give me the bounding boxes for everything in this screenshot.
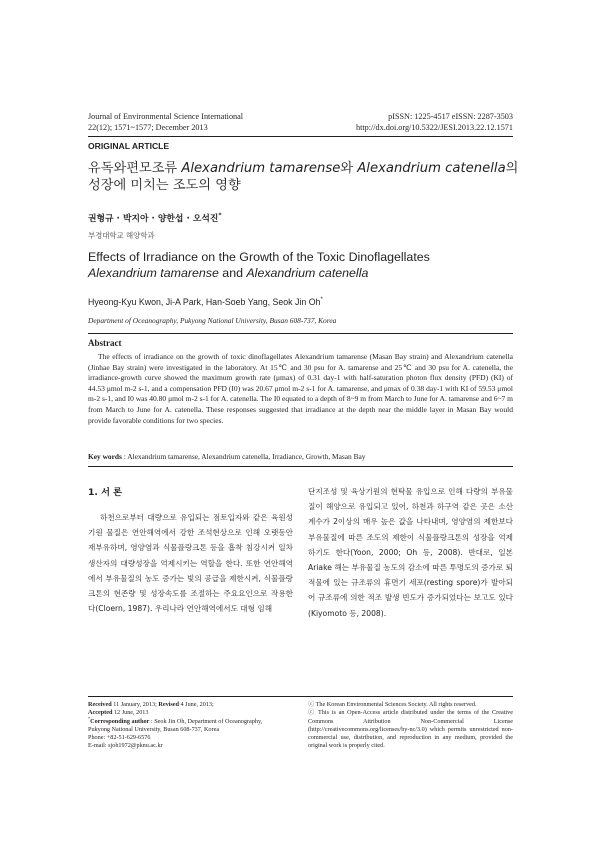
english-affiliation: Department of Oceanography, Pukyong National University, Busan 608-737, Korea bbox=[88, 316, 337, 325]
korean-title: 유독와편모조류 Alexandrium tamarense와 Alexandrium catenella의 성장에 미치는 조도의 영향 bbox=[88, 161, 519, 193]
korean-affiliation: 부경대학교 해양학과 bbox=[88, 231, 155, 240]
journal-info bbox=[88, 112, 243, 133]
english-authors: Hyeong-Kyu Kwon, Ji-A Park, Han-Soeb Yang, Seok Jin Oh* bbox=[88, 296, 323, 307]
section-heading: 1. 서 론 bbox=[88, 487, 123, 498]
keywords-rule bbox=[88, 466, 513, 467]
article-history: Received 11 January, 2013; Revised 4 June, 2013; Accepted 12 June, 2013 *Corresponding author : Seok Jin Oh, Department of Oceanography, Pukyong National University, Busan 608-737, Korea Phone: +82-51-629-6576 E-mail: sjoh1972@pknu.ac.kr bbox=[88, 701, 293, 751]
journal-volume: 22(12); 1571~1577; December 2013 bbox=[88, 122, 208, 132]
intro-left-column: 하천으로부터 대량으로 유입되는 점토입자와 같은 육원성기원 물질은 연안해역에서 강한 조석현상으로 인해 오랫동안 재부유하며, 영양염과 식물플랑크톤 등을 흡착 침강시켜 일차생산자의 대량성장을 억제시키는 역할을 한다. 또한 연안해역에서 부유물질의 농도 증가는 빛의 공급을 제한시켜, 식물플랑크톤의 현존량 및 성장속도를 조절하는 주요요인으로 작용한다(Cloern, 1987). 우리나라 연안해역에서도 대형 임해 bbox=[88, 513, 293, 614]
corresponding-author: *Corresponding author : Seok Jin Oh, Department of Oceanography, bbox=[88, 715, 263, 725]
keywords: Key words : Alexandrium tamarense, Alexandrium catenella, Irradiance, Growth, Masan Bay bbox=[88, 452, 366, 461]
abstract-top-rule bbox=[88, 333, 513, 334]
article-type: ORIGINAL ARTICLE bbox=[88, 141, 170, 151]
journal-name: Journal of Environmental Science International bbox=[88, 112, 244, 121]
intro-right-column: 단지조성 및 육상기원의 현탁물 유입으로 인해 다량의 부유물질이 해양으로 유입되고 있어, 하천과 하구역 같은 곳은 소산계수가 2이상의 매우 높은 값을 나타내며, 영양염의 제한보다 부유물질에 따른 조도의 제한이 식물플랑크톤의 성장을 억제하기도 한다(Yoon, 2000; Oh 등, 2008). 반대로, 일본 Ariake 해는 부유물질 농도의 감소에 따른 투명도의 증가로 퇴적물에 있는 규조류의 휴면기 세포(resting spore)가 발아되어 규조류에 의한 적조 발생 빈도가 증가되었다는 보고도 있다(Kiyomoto 등, 2008). bbox=[308, 487, 513, 618]
footer-rule bbox=[88, 696, 513, 697]
header-rule bbox=[88, 136, 513, 137]
english-title: Effects of Irradiance on the Growth of the Toxic Dinoflagellates Alexandrium tamarense and Alexandrium catenella bbox=[88, 250, 430, 280]
abstract-body: The effects of irradiance on the growth of toxic dinoflagellates Alexandrium tamarense (Masan Bay strain) and Alexandrium catenella (Jinhae Bay strain) were investigated in the laboratory. At 15℃ and 30 psu for A. tamarense and 25℃ and 30 psu for A. catenella, the irradiance-growth curve showed the maximum growth rate (μmax) of 0.31 day-1 with half-saturation photon flux density (PFD) (KI) of 44.53 μmol m-2 s-1, and a compensation PFD (I0) was 20.67 μmol m-2 s-1 for A. tamarense, and μmax of 0.38 day-1 with KI of 59.53 μmol m-2 s-1, and I0 was 40.80 μmol m-2 s-1 for A. catenella. The I0 equated to a depth of 8~9 m from March to June for A. tamarense and 6~7 m from March to June for A. catenella. These responses suggested that irradiance at the depth near the middle layer in Masan Bay would provide favorable conditions for two species. bbox=[88, 352, 513, 425]
journal-ids bbox=[356, 112, 513, 133]
abstract-heading: Abstract bbox=[88, 338, 122, 348]
license-notice: ⓒ The Korean Environmental Sciences Society. All rights reserved. ⓒ This is an Open-Access article distributed under the terms of the Creative Commons Attribution Non-Commercial License (http://creativecommons.org/licenses/by-nc/3.0) which permits unrestricted non-commercial use, distribution, and reproduction in any medium, provided the original work is properly cited. bbox=[308, 701, 513, 750]
korean-authors: 권형규 · 박지아 · 양한섭 · 오석진* bbox=[88, 212, 222, 224]
doi-link[interactable]: http://dx.doi.org/10.5322/JESI.2013.22.12.1571 bbox=[355, 122, 513, 132]
issn: pISSN: 1225-4517 eISSN: 2287-3503 bbox=[388, 112, 513, 121]
author-email[interactable]: E-mail: sjoh1972@pknu.ac.kr bbox=[88, 742, 163, 750]
